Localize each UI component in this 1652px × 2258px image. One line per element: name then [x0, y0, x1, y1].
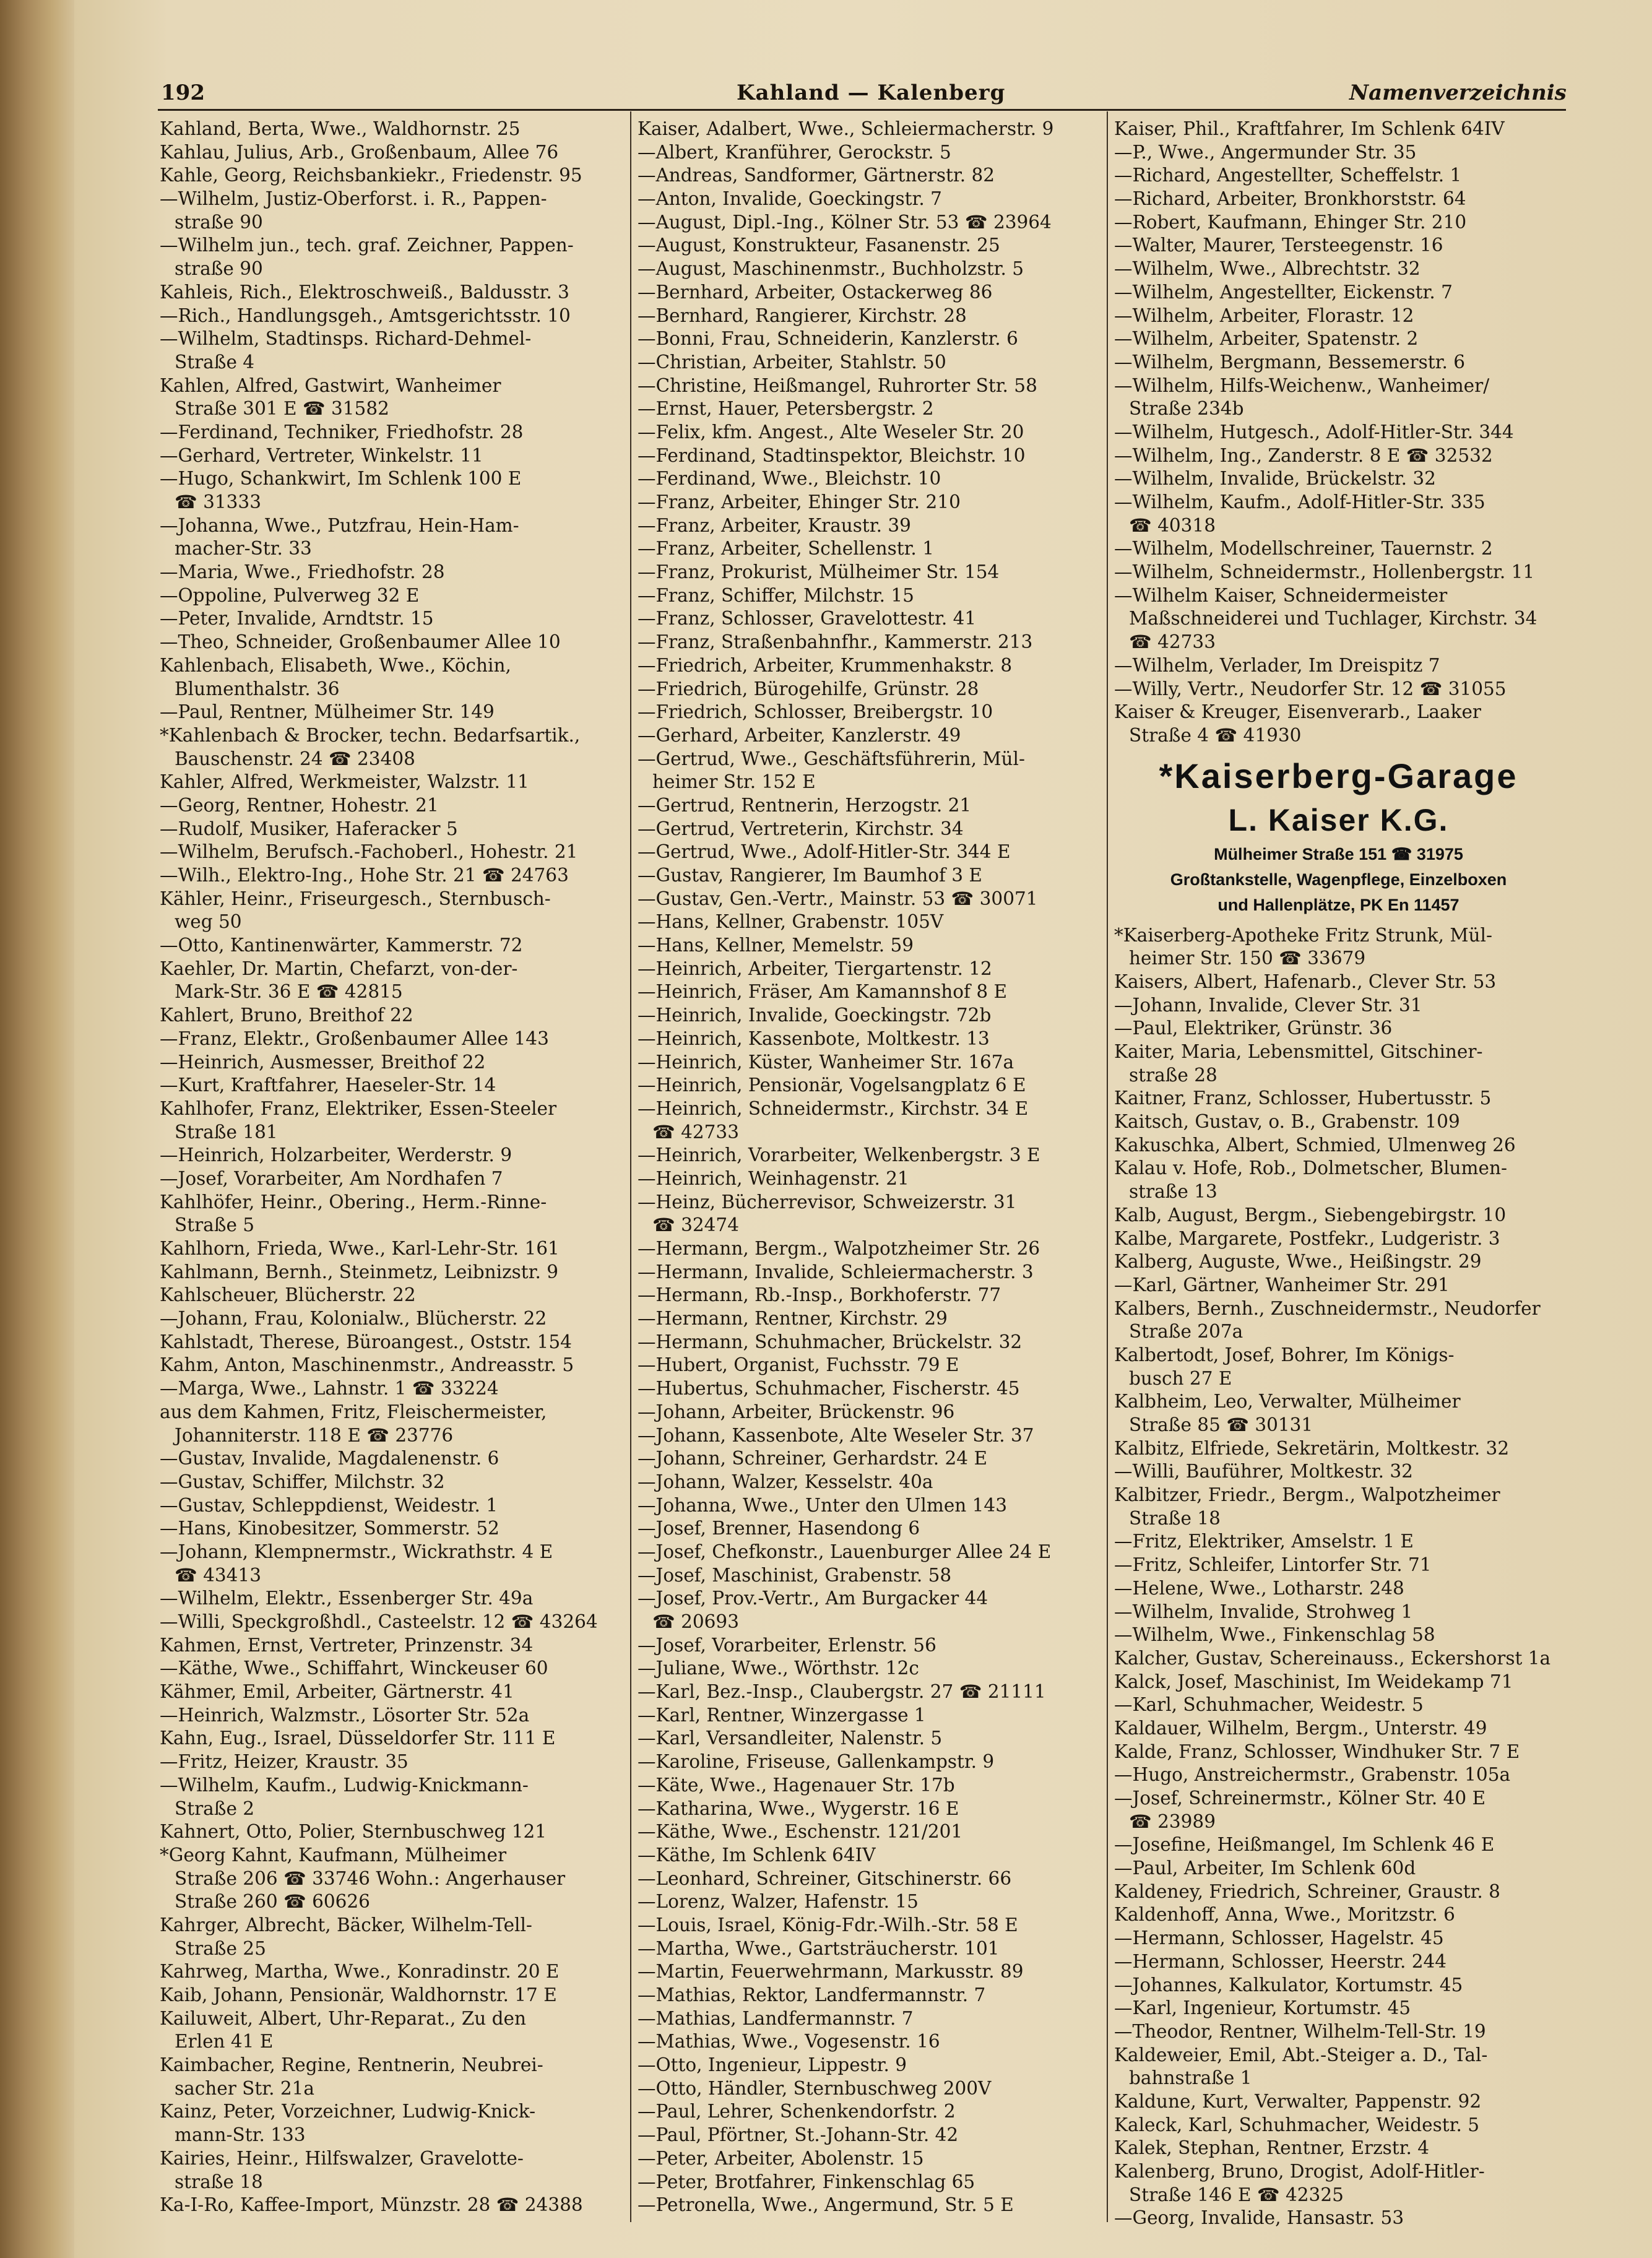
- directory-entry-line: Kalbe, Margarete, Postfekr., Ludgeristr. 3: [1114, 1227, 1500, 1249]
- directory-entry-line: —Hermann, Schuhmacher, Brückelstr. 32: [638, 1331, 1023, 1352]
- directory-entry-line: —Willi, Speckgroßhdl., Casteelstr. 12 ☎ 43264: [160, 1611, 598, 1632]
- directory-entry-line: Straße 234b: [1129, 398, 1244, 420]
- directory-entry-line: Kaitsch, Gustav, o. B., Grabenstr. 109: [1114, 1111, 1460, 1133]
- directory-entry-line: —Rudolf, Musiker, Haferacker 5: [160, 818, 458, 839]
- directory-entry-line: —Josef, Brenner, Hasendong 6: [638, 1518, 920, 1539]
- directory-entry-line: —Wilhelm, Stadtinsps. Richard-Dehmel-: [160, 328, 532, 350]
- directory-entry-line: *Kaiserberg-Apotheke Fritz Strunk, Mül-: [1114, 924, 1492, 946]
- directory-entry-line: Straße 2: [175, 1797, 255, 1819]
- directory-entry-line: Erlen 41 E: [175, 2031, 274, 2053]
- directory-entry-line: —Gerhard, Vertreter, Winkelstr. 11: [160, 444, 483, 466]
- directory-entry-line: Straße 206 ☎ 33746 Wohn.: Angerhauser: [175, 1867, 566, 1889]
- directory-entry-line: —Karl, Versandleiter, Nalenstr. 5: [638, 1728, 943, 1749]
- directory-entry-line: —Franz, Elektr., Großenbaumer Allee 143: [160, 1027, 549, 1049]
- directory-entry-line: —Josef, Chefkonstr., Lauenburger Allee 24 E: [638, 1541, 1052, 1562]
- directory-entry-line: —Johanna, Wwe., Putzfrau, Hein-Ham-: [160, 514, 519, 536]
- directory-entry-line: —Hermann, Bergm., Walpotzheimer Str. 26: [638, 1238, 1040, 1259]
- directory-entry-line: —Johanna, Wwe., Unter den Ulmen 143: [638, 1494, 1007, 1516]
- directory-entry-line: —Hermann, Invalide, Schleiermacherstr. 3: [638, 1261, 1034, 1283]
- directory-entry-line: sacher Str. 21a: [175, 2077, 314, 2099]
- directory-entry-line: —Wilhelm, Schneidermstr., Hollenbergstr. 11: [1114, 561, 1535, 583]
- directory-entry-line: heimer Str. 150 ☎ 33679: [1129, 948, 1366, 969]
- directory-entry-line: —Ferdinand, Techniker, Friedhofstr. 28: [160, 421, 524, 443]
- directory-entry-line: —Wilhelm, Hutgesch., Adolf-Hitler-Str. 344: [1114, 421, 1514, 443]
- directory-entry-line: —Friedrich, Bürogehilfe, Grünstr. 28: [638, 678, 979, 699]
- directory-entry-line: Kahlenbach, Elisabeth, Wwe., Köchin,: [160, 654, 511, 676]
- directory-entry-line: Straße 18: [1129, 1507, 1221, 1529]
- directory-entry-line: —Wilhelm, Wwe., Albrechtstr. 32: [1114, 258, 1421, 280]
- directory-entry-line: —Gerhard, Arbeiter, Kanzlerstr. 49: [638, 724, 961, 746]
- directory-entry-line: —Fritz, Schleifer, Lintorfer Str. 71: [1114, 1554, 1432, 1576]
- directory-entry-line: Kalb, August, Bergm., Siebengebirgstr. 10: [1114, 1204, 1507, 1226]
- directory-entry-line: —Oppoline, Pulverweg 32 E: [160, 584, 420, 606]
- directory-entry-line: —Willi, Bauführer, Moltkestr. 32: [1114, 1461, 1413, 1482]
- column-3-bottom-entries: [1114, 924, 1563, 2231]
- column-divider: [630, 111, 631, 2222]
- directory-entry-line: Kahlscheuer, Blücherstr. 22: [160, 1284, 416, 1306]
- directory-entry-line: Mark-Str. 36 E ☎ 42815: [175, 981, 403, 1003]
- directory-entry-line: —Katharina, Wwe., Wygerstr. 16 E: [638, 1797, 959, 1819]
- directory-entry-line: —Heinrich, Weinhagenstr. 21: [638, 1167, 909, 1189]
- directory-entry-line: —Juliane, Wwe., Wörthstr. 12c: [638, 1658, 919, 1679]
- directory-entry-line: Johanniterstr. 118 E ☎ 23776: [175, 1424, 454, 1446]
- directory-entry-line: Kahlert, Bruno, Breithof 22: [160, 1005, 413, 1026]
- directory-entry-line: —Heinrich, Ausmesser, Breithof 22: [160, 1051, 486, 1073]
- directory-entry-line: —Leonhard, Schreiner, Gitschinerstr. 66: [638, 1867, 1012, 1889]
- directory-entry-line: Kaldauer, Wilhelm, Bergm., Unterstr. 49: [1114, 1717, 1487, 1739]
- directory-entry-line: —Louis, Israel, König-Fdr.-Wilh.-Str. 58 E: [638, 1914, 1018, 1936]
- directory-entry-line: —Josef, Schreinermstr., Kölner Str. 40 E: [1114, 1788, 1486, 1809]
- directory-entry-line: Kaldenhoff, Anna, Wwe., Moritzstr. 6: [1114, 1904, 1455, 1926]
- directory-entry-line: —Otto, Kantinenwärter, Kammerstr. 72: [160, 935, 523, 956]
- directory-entry-line: —Mathias, Landfermannstr. 7: [638, 2007, 914, 2029]
- directory-entry-line: Kahlhorn, Frieda, Wwe., Karl-Lehr-Str. 161: [160, 1238, 560, 1259]
- directory-entry-line: Maßschneiderei und Tuchlager, Kirchstr. 34: [1129, 608, 1537, 629]
- directory-entry-line: —Hermann, Schlosser, Heerstr. 244: [1114, 1950, 1447, 1972]
- directory-entry-line: —Johannes, Kalkulator, Kortumstr. 45: [1114, 1974, 1463, 1996]
- directory-entry-line: Kahleis, Rich., Elektroschweiß., Baldusstr. 3: [160, 281, 569, 303]
- directory-entry-line: —Ernst, Hauer, Petersbergstr. 2: [638, 398, 934, 420]
- directory-entry-line: —Mathias, Wwe., Vogesenstr. 16: [638, 2031, 940, 2053]
- directory-entry-line: Kahlstadt, Therese, Büroangest., Oststr. 154: [160, 1331, 572, 1352]
- directory-entry-line: Kalck, Josef, Maschinist, Im Weidekamp 71: [1114, 1671, 1513, 1692]
- directory-entry-line: Kalcher, Gustav, Schereinauss., Eckershorst 1a: [1114, 1647, 1551, 1669]
- directory-entry-line: ☎ 40318: [1129, 514, 1216, 536]
- directory-entry-line: —Heinrich, Pensionär, Vogelsangplatz 6 E: [638, 1075, 1026, 1096]
- directory-entry-line: —Josef, Vorarbeiter, Am Nordhafen 7: [160, 1167, 503, 1189]
- directory-entry-line: —Peter, Arbeiter, Abolenstr. 15: [638, 2147, 924, 2169]
- directory-entry-line: bahnstraße 1: [1129, 2067, 1252, 2089]
- directory-entry-line: Kalau v. Hofe, Rob., Dolmetscher, Blumen-: [1114, 1157, 1507, 1179]
- directory-entry-line: —Wilhelm jun., tech. graf. Zeichner, Pappen-: [160, 235, 574, 256]
- directory-entry-line: —Wilh., Elektro-Ing., Hohe Str. 21 ☎ 24763: [160, 865, 569, 886]
- directory-entry-line: *Kahlenbach & Brocker, techn. Bedarfsartik.,: [160, 724, 581, 746]
- directory-entry-line: —Josef, Maschinist, Grabenstr. 58: [638, 1564, 952, 1586]
- directory-entry-line: —Gustav, Rangierer, Im Baumhof 3 E: [638, 865, 982, 886]
- directory-entry-line: —Wilhelm, Verlader, Im Dreispitz 7: [1114, 654, 1440, 676]
- directory-entry-line: —Paul, Pförtner, St.-Johann-Str. 42: [638, 2124, 959, 2146]
- directory-entry-line: Kahlmann, Bernh., Steinmetz, Leibnizstr. 9: [160, 1261, 559, 1283]
- directory-entry-line: —Martin, Feuerwehrmann, Markusstr. 89: [638, 1961, 1024, 1983]
- directory-entry-line: —Hubertus, Schuhmacher, Fischerstr. 45: [638, 1378, 1020, 1399]
- directory-entry-line: Kaisers, Albert, Hafenarb., Clever Str. 53: [1114, 971, 1497, 992]
- directory-entry-line: Kahn, Eug., Israel, Düsseldorfer Str. 111 E: [160, 1728, 556, 1749]
- directory-entry-line: Straße 25: [175, 1937, 266, 1959]
- directory-entry-line: —Wilhelm, Justiz-Oberforst. i. R., Pappen-: [160, 188, 547, 210]
- directory-entry-line: Kainz, Peter, Vorzeichner, Ludwig-Knick-: [160, 2101, 536, 2122]
- directory-entry-line: straße 13: [1129, 1181, 1217, 1203]
- directory-entry-line: —Wilhelm, Kaufm., Adolf-Hitler-Str. 335: [1114, 491, 1486, 513]
- directory-entry-line: —Ferdinand, Wwe., Bleichstr. 10: [638, 468, 941, 490]
- directory-entry-line: straße 90: [175, 211, 263, 233]
- directory-entry-line: —Lorenz, Walzer, Hafenstr. 15: [638, 1891, 919, 1913]
- directory-entry-line: —Johann, Frau, Kolonialw., Blücherstr. 22: [160, 1308, 547, 1330]
- directory-entry-line: —Karl, Schuhmacher, Weidestr. 5: [1114, 1694, 1424, 1716]
- directory-entry-line: —Heinrich, Fräser, Am Kamannshof 8 E: [638, 981, 1008, 1003]
- directory-entry-line: —Josefine, Heißmangel, Im Schlenk 46 E: [1114, 1834, 1495, 1856]
- directory-entry-line: —Johann, Kassenbote, Alte Weseler Str. 37: [638, 1424, 1034, 1446]
- directory-entry-line: —Johann, Walzer, Kesselstr. 40a: [638, 1471, 933, 1492]
- directory-entry-line: Kahnert, Otto, Polier, Sternbuschweg 121: [160, 1821, 547, 1843]
- section-title: Namenverzeichnis: [1349, 80, 1567, 105]
- directory-entry-line: —Franz, Schiffer, Milchstr. 15: [638, 584, 914, 606]
- directory-entry-line: —Wilhelm, Arbeiter, Florastr. 12: [1114, 305, 1414, 326]
- directory-entry-line: ☎ 23989: [1129, 1810, 1216, 1832]
- header-rule: [158, 109, 1566, 111]
- directory-entry-line: Kalbitzer, Friedr., Bergm., Walpotzheimer: [1114, 1484, 1500, 1506]
- column-3: [1114, 118, 1563, 2230]
- directory-entry-line: Kähmer, Emil, Arbeiter, Gärtnerstr. 41: [160, 1681, 514, 1703]
- ad-title: *Kaiserberg-Garage: [1159, 756, 1518, 795]
- directory-entry-line: Kaimbacher, Regine, Rentnerin, Neubrei-: [160, 2054, 543, 2076]
- directory-entry-line: —Wilhelm, Elektr., Essenberger Str. 49a: [160, 1588, 534, 1609]
- directory-entry-line: —Johann, Invalide, Clever Str. 31: [1114, 994, 1422, 1016]
- directory-entry-line: —Otto, Händler, Sternbuschweg 200V: [638, 2077, 992, 2099]
- directory-entry-line: Kaldeney, Friedrich, Schreiner, Graustr. 8: [1114, 1880, 1500, 1902]
- directory-entry-line: —Gertrud, Wwe., Geschäftsführerin, Mül-: [638, 748, 1025, 769]
- directory-entry-line: Straße 207a: [1129, 1321, 1243, 1343]
- directory-entry-line: —Hermann, Schlosser, Hagelstr. 45: [1114, 1927, 1444, 1949]
- directory-entry-line: —August, Konstrukteur, Fasanenstr. 25: [638, 235, 1000, 256]
- directory-entry-line: —Christian, Arbeiter, Stahlstr. 50: [638, 351, 946, 373]
- directory-entry-line: Kaiser & Kreuger, Eisenverarb., Laaker: [1114, 701, 1482, 723]
- directory-entry-line: —Wilhelm, Invalide, Brückelstr. 32: [1114, 468, 1436, 490]
- directory-entry-line: —Richard, Angestellter, Scheffelstr. 1: [1114, 165, 1462, 186]
- directory-entry-line: Kahlhofer, Franz, Elektriker, Essen-Steeler: [160, 1097, 557, 1119]
- directory-entry-line: —Andreas, Sandformer, Gärtnerstr. 82: [638, 165, 995, 186]
- directory-entry-line: Kaitner, Franz, Schlosser, Hubertusstr. 5: [1114, 1088, 1492, 1109]
- directory-entry-line: —P., Wwe., Angermunder Str. 35: [1114, 141, 1417, 163]
- directory-entry-line: Kalbers, Bernh., Zuschneidermstr., Neudorfer: [1114, 1297, 1541, 1319]
- directory-entry-line: —Walter, Maurer, Tersteegenstr. 16: [1114, 235, 1443, 256]
- advertisement-box: [1114, 754, 1563, 918]
- directory-entry-line: macher-Str. 33: [175, 538, 312, 560]
- directory-entry-line: ☎ 42733: [652, 1121, 739, 1143]
- directory-entry-line: —Georg, Rentner, Hohestr. 21: [160, 794, 439, 816]
- directory-entry-line: —August, Dipl.-Ing., Kölner Str. 53 ☎ 23964: [638, 211, 1052, 233]
- directory-entry-line: straße 90: [175, 258, 263, 280]
- directory-entry-line: busch 27 E: [1129, 1367, 1232, 1389]
- column-1: [160, 118, 630, 2217]
- column-2: [638, 118, 1108, 2217]
- directory-entry-line: Kahrger, Albrecht, Bäcker, Wilhelm-Tell-: [160, 1914, 532, 1936]
- ad-address: Mülheimer Straße 151 ☎ 31975: [1214, 844, 1463, 863]
- directory-entry-line: Straße 260 ☎ 60626: [175, 1891, 370, 1913]
- directory-entry-line: —Heinrich, Invalide, Goeckingstr. 72b: [638, 1005, 992, 1026]
- directory-entry-line: ☎ 42733: [1129, 631, 1216, 653]
- directory-entry-line: Kalbertodt, Josef, Bohrer, Im Königs-: [1114, 1344, 1455, 1365]
- directory-entry-line: ☎ 32474: [652, 1214, 739, 1236]
- directory-entry-line: —August, Maschinenmstr., Buchholzstr. 5: [638, 258, 1024, 280]
- directory-entry-line: Kairies, Heinr., Hilfswalzer, Gravelotte-: [160, 2147, 524, 2169]
- directory-entry-line: —Wilhelm, Hilfs-Weichenw., Wanheimer/: [1114, 374, 1490, 396]
- directory-entry-line: —Marga, Wwe., Lahnstr. 1 ☎ 33224: [160, 1378, 499, 1399]
- directory-entry-line: —Heinrich, Vorarbeiter, Welkenbergstr. 3 E: [638, 1144, 1040, 1166]
- directory-entry-line: —Paul, Rentner, Mülheimer Str. 149: [160, 701, 495, 723]
- directory-entry-line: Kaleck, Karl, Schuhmacher, Weidestr. 5: [1114, 2114, 1479, 2135]
- directory-entry-line: —Hans, Kellner, Grabenstr. 105V: [638, 911, 944, 933]
- directory-entry-line: —Wilhelm, Invalide, Strohweg 1: [1114, 1601, 1413, 1622]
- column-3-top-entries: [1114, 118, 1563, 748]
- directory-entry-line: Kahmen, Ernst, Vertreter, Prinzenstr. 34: [160, 1634, 534, 1656]
- directory-entry-line: —Bernhard, Rangierer, Kirchstr. 28: [638, 305, 967, 326]
- directory-entry-line: Kahland, Berta, Wwe., Waldhornstr. 25: [160, 118, 521, 139]
- directory-entry-line: —Felix, kfm. Angest., Alte Weseler Str. 20: [638, 421, 1024, 443]
- directory-entry-line: —Karl, Bez.-Insp., Claubergstr. 27 ☎ 21111: [638, 1681, 1046, 1703]
- directory-entry-line: —Bonni, Frau, Schneiderin, Kanzlerstr. 6: [638, 328, 1018, 350]
- directory-entry-line: —Hugo, Schankwirt, Im Schlenk 100 E: [160, 468, 522, 490]
- directory-entry-line: —Hans, Kinobesitzer, Sommerstr. 52: [160, 1518, 499, 1539]
- directory-entry-line: —Franz, Schlosser, Gravelottestr. 41: [638, 608, 977, 629]
- directory-entry-line: ☎ 31333: [175, 491, 261, 513]
- directory-entry-line: —Hermann, Rentner, Kirchstr. 29: [638, 1308, 948, 1330]
- directory-entry-line: —Theodor, Rentner, Wilhelm-Tell-Str. 19: [1114, 2020, 1486, 2042]
- directory-entry-line: —Wilhelm, Modellschreiner, Tauernstr. 2: [1114, 538, 1493, 560]
- directory-entry-line: Kakuschka, Albert, Schmied, Ulmenweg 26: [1114, 1134, 1516, 1156]
- directory-entry-line: —Gustav, Invalide, Magdalenenstr. 6: [160, 1448, 499, 1469]
- directory-entry-line: —Friedrich, Arbeiter, Krummenhakstr. 8: [638, 654, 1013, 676]
- directory-entry-line: —Wilhelm, Arbeiter, Spatenstr. 2: [1114, 328, 1419, 350]
- directory-entry-line: —Käthe, Wwe., Schiffahrt, Winckeuser 60: [160, 1658, 548, 1679]
- directory-entry-line: straße 18: [175, 2171, 263, 2192]
- directory-entry-line: Straße 85 ☎ 30131: [1129, 1414, 1313, 1435]
- directory-entry-line: Blumenthalstr. 36: [175, 678, 340, 699]
- directory-entry-line: —Heinrich, Walzmstr., Lösorter Str. 52a: [160, 1704, 530, 1726]
- directory-entry-line: —Gustav, Schiffer, Milchstr. 32: [160, 1471, 445, 1492]
- directory-entry-line: Kahrweg, Martha, Wwe., Konradinstr. 20 E: [160, 1961, 560, 1983]
- directory-entry-line: Straße 301 E ☎ 31582: [175, 398, 389, 420]
- directory-entry-line: Kahm, Anton, Maschinenmstr., Andreasstr. 5: [160, 1354, 574, 1376]
- directory-entry-line: —Rich., Handlungsgeh., Amtsgerichtsstr. 10: [160, 305, 571, 326]
- directory-entry-line: —Fritz, Elektriker, Amselstr. 1 E: [1114, 1531, 1414, 1552]
- directory-entry-line: mann-Str. 133: [175, 2124, 306, 2146]
- directory-entry-line: Kaehler, Dr. Martin, Chefarzt, von-der-: [160, 958, 518, 979]
- directory-entry-line: —Theo, Schneider, Großenbaumer Allee 10: [160, 631, 561, 653]
- book-spine-shadow: [0, 0, 74, 2258]
- directory-entry-line: —Kurt, Kraftfahrer, Haeseler-Str. 14: [160, 1075, 496, 1096]
- directory-entry-line: —Johann, Arbeiter, Brückenstr. 96: [638, 1401, 955, 1422]
- directory-entry-line: Straße 5: [175, 1214, 255, 1236]
- ad-company: L. Kaiser K.G.: [1228, 802, 1449, 837]
- directory-entry-line: —Wilhelm, Bergmann, Bessemerstr. 6: [1114, 351, 1466, 373]
- directory-entry-line: —Heinrich, Holzarbeiter, Werderstr. 9: [160, 1144, 512, 1166]
- directory-entry-line: —Heinz, Bücherrevisor, Schweizerstr. 31: [638, 1191, 1017, 1213]
- ad-services-line-2: und Hallenplätze, PK En 11457: [1217, 895, 1460, 914]
- directory-entry-line: —Franz, Arbeiter, Kraustr. 39: [638, 514, 911, 536]
- directory-entry-line: —Josef, Vorarbeiter, Erlenstr. 56: [638, 1634, 936, 1656]
- directory-entry-line: Kaldune, Kurt, Verwalter, Pappenstr. 92: [1114, 2090, 1482, 2112]
- directory-entry-line: ☎ 20693: [652, 1611, 739, 1632]
- directory-entry-line: —Paul, Elektriker, Grünstr. 36: [1114, 1018, 1393, 1039]
- directory-entry-line: weg 50: [175, 911, 242, 933]
- directory-entry-line: —Gertrud, Vertreterin, Kirchstr. 34: [638, 818, 964, 839]
- directory-entry-line: —Richard, Arbeiter, Bronkhorststr. 64: [1114, 188, 1466, 210]
- directory-entry-line: —Mathias, Rektor, Landfermannstr. 7: [638, 1984, 986, 2005]
- directory-entry-line: Kahler, Alfred, Werkmeister, Walzstr. 11: [160, 771, 529, 793]
- directory-entry-line: straße 28: [1129, 1064, 1217, 1086]
- directory-entry-line: —Anton, Invalide, Goeckingstr. 7: [638, 188, 942, 210]
- directory-entry-line: —Heinrich, Küster, Wanheimer Str. 167a: [638, 1051, 1014, 1073]
- directory-entry-line: —Gertrud, Wwe., Adolf-Hitler-Str. 344 E: [638, 841, 1011, 863]
- directory-entry-line: —Hubert, Organist, Fuchsstr. 79 E: [638, 1354, 959, 1376]
- directory-entry-line: Kahlau, Julius, Arb., Großenbaum, Allee 76: [160, 141, 559, 163]
- directory-entry-line: —Karl, Rentner, Winzergasse 1: [638, 1704, 926, 1726]
- directory-entry-line: —Willy, Vertr., Neudorfer Str. 12 ☎ 31055: [1114, 678, 1507, 699]
- directory-entry-line: —Heinrich, Arbeiter, Tiergartenstr. 12: [638, 958, 992, 979]
- directory-entry-line: Kahle, Georg, Reichsbankiekr., Friedenstr. 95: [160, 165, 582, 186]
- directory-entry-line: —Wilhelm, Ing., Zanderstr. 8 E ☎ 32532: [1114, 444, 1493, 466]
- directory-entry-line: —Otto, Ingenieur, Lippestr. 9: [638, 2054, 907, 2076]
- directory-entry-line: —Johann, Schreiner, Gerhardstr. 24 E: [638, 1448, 987, 1469]
- directory-entry-line: —Paul, Arbeiter, Im Schlenk 60d: [1114, 1858, 1416, 1879]
- directory-entry-line: Kalek, Stephan, Rentner, Erzstr. 4: [1114, 2137, 1430, 2159]
- directory-entry-line: —Friedrich, Schlosser, Breibergstr. 10: [638, 701, 993, 723]
- ad-services-line-1: Großtankstelle, Wagenpflege, Einzelboxen: [1170, 870, 1507, 889]
- directory-entry-line: —Käte, Wwe., Hagenauer Str. 17b: [638, 1774, 955, 1796]
- directory-entry-line: ☎ 43413: [175, 1564, 261, 1586]
- directory-entry-line: Bauschenstr. 24 ☎ 23408: [175, 748, 415, 769]
- directory-entry-line: —Käthe, Wwe., Eschenstr. 121/201: [638, 1821, 963, 1843]
- directory-entry-line: Kalbheim, Leo, Verwalter, Mülheimer: [1114, 1391, 1461, 1412]
- directory-entry-line: —Franz, Arbeiter, Schellenstr. 1: [638, 538, 934, 560]
- directory-entry-line: —Heinrich, Schneidermstr., Kirchstr. 34 E: [638, 1097, 1029, 1119]
- directory-entry-line: —Käthe, Im Schlenk 64IV: [638, 1844, 876, 1866]
- directory-entry-line: Kailuweit, Albert, Uhr-Reparat., Zu den: [160, 2007, 527, 2029]
- directory-entry-line: Kahlen, Alfred, Gastwirt, Wanheimer: [160, 374, 501, 396]
- directory-entry-line: —Wilhelm, Angestellter, Eickenstr. 7: [1114, 281, 1453, 303]
- directory-entry-line: —Gertrud, Rentnerin, Herzogstr. 21: [638, 794, 972, 816]
- directory-entry-line: —Helene, Wwe., Lotharstr. 248: [1114, 1577, 1404, 1599]
- page-title: Kahland — Kalenberg: [737, 80, 1006, 105]
- directory-entry-line: Straße 146 E ☎ 42325: [1129, 2184, 1344, 2205]
- directory-entry-line: —Ferdinand, Stadtinspektor, Bleichstr. 10: [638, 444, 1026, 466]
- directory-entry-line: —Karl, Gärtner, Wanheimer Str. 291: [1114, 1274, 1450, 1296]
- directory-entry-line: —Georg, Invalide, Hansastr. 53: [1114, 2207, 1404, 2229]
- directory-entry-line: —Paul, Lehrer, Schenkendorfstr. 2: [638, 2101, 956, 2122]
- directory-entry-line: —Johann, Klempnermstr., Wickrathstr. 4 E: [160, 1541, 553, 1562]
- directory-entry-line: —Bernhard, Arbeiter, Ostackerweg 86: [638, 281, 993, 303]
- directory-entry-line: —Petronella, Wwe., Angermund, Str. 5 E: [638, 2194, 1014, 2216]
- directory-entry-line: —Wilhelm, Wwe., Finkenschlag 58: [1114, 1624, 1435, 1646]
- directory-entry-line: Kaiter, Maria, Lebensmittel, Gitschiner-: [1114, 1041, 1483, 1062]
- directory-entry-line: Kalenberg, Bruno, Drogist, Adolf-Hitler-: [1114, 2161, 1485, 2182]
- directory-entry-line: aus dem Kahmen, Fritz, Fleischermeister,: [160, 1401, 547, 1422]
- directory-entry-line: Kalde, Franz, Schlosser, Windhuker Str. 7 E: [1114, 1741, 1520, 1762]
- directory-entry-line: —Karl, Ingenieur, Kortumstr. 45: [1114, 1997, 1411, 2019]
- directory-entry-line: Straße 4 ☎ 41930: [1129, 724, 1302, 746]
- directory-entry-line: Kahlhöfer, Heinr., Obering., Herm.-Rinne-: [160, 1191, 547, 1213]
- directory-entry-line: —Wilhelm, Berufsch.-Fachoberl., Hohestr. 21: [160, 841, 578, 863]
- directory-entry-line: Kähler, Heinr., Friseurgesch., Sternbusch-: [160, 888, 551, 909]
- directory-entry-line: —Albert, Kranführer, Gerockstr. 5: [638, 141, 951, 163]
- directory-entry-line: —Gustav, Schleppdienst, Weidestr. 1: [160, 1494, 498, 1516]
- directory-entry-line: —Christine, Heißmangel, Ruhrorter Str. 58: [638, 374, 1037, 396]
- directory-entry-line: Kaldeweier, Emil, Abt.-Steiger a. D., Tal-: [1114, 2044, 1488, 2066]
- directory-entry-line: Kalberg, Auguste, Wwe., Heißingstr. 29: [1114, 1251, 1482, 1273]
- directory-entry-line: Kaib, Johann, Pensionär, Waldhornstr. 17 E: [160, 1984, 557, 2005]
- directory-entry-line: —Franz, Straßenbahnfhr., Kammerstr. 213: [638, 631, 1033, 653]
- directory-entry-line: Kaiser, Phil., Kraftfahrer, Im Schlenk 64IV: [1114, 118, 1505, 139]
- directory-entry-line: —Maria, Wwe., Friedhofstr. 28: [160, 561, 445, 583]
- directory-entry-line: Ka-I-Ro, Kaffee-Import, Münzstr. 28 ☎ 24388: [160, 2194, 583, 2216]
- directory-entry-line: —Hugo, Anstreichermstr., Grabenstr. 105a: [1114, 1764, 1511, 1786]
- directory-entry-line: —Gustav, Gen.-Vertr., Mainstr. 53 ☎ 30071: [638, 888, 1038, 909]
- directory-entry-line: —Karoline, Friseuse, Gallenkampstr. 9: [638, 1751, 995, 1773]
- directory-entry-line: Kalbitz, Elfriede, Sekretärin, Moltkestr. 32: [1114, 1437, 1510, 1459]
- directory-entry-line: —Franz, Arbeiter, Ehinger Str. 210: [638, 491, 961, 513]
- directory-entry-line: —Peter, Brotfahrer, Finkenschlag 65: [638, 2171, 975, 2192]
- directory-entry-line: —Hans, Kellner, Memelstr. 59: [638, 935, 914, 956]
- directory-entry-line: —Fritz, Heizer, Kraustr. 35: [160, 1751, 409, 1773]
- directory-entry-line: heimer Str. 152 E: [652, 771, 816, 793]
- directory-entry-line: —Heinrich, Kassenbote, Moltkestr. 13: [638, 1027, 990, 1049]
- page-number: 192: [161, 80, 205, 105]
- directory-entry-line: Straße 4: [175, 351, 255, 373]
- directory-entry-line: —Martha, Wwe., Gartsträucherstr. 101: [638, 1937, 1000, 1959]
- directory-entry-line: —Hermann, Rb.-Insp., Borkhoferstr. 77: [638, 1284, 1001, 1306]
- directory-entry-line: —Peter, Invalide, Arndtstr. 15: [160, 608, 434, 629]
- directory-entry-line: —Wilhelm Kaiser, Schneidermeister: [1114, 584, 1448, 606]
- directory-entry-line: —Wilhelm, Kaufm., Ludwig-Knickmann-: [160, 1774, 529, 1796]
- directory-entry-line: Straße 181: [175, 1121, 278, 1143]
- directory-entry-line: —Josef, Prov.-Vertr., Am Burgacker 44: [638, 1588, 988, 1609]
- directory-entry-line: —Franz, Prokurist, Mülheimer Str. 154: [638, 561, 1000, 583]
- directory-entry-line: —Robert, Kaufmann, Ehinger Str. 210: [1114, 211, 1467, 233]
- directory-entry-line: Kaiser, Adalbert, Wwe., Schleiermacherstr. 9: [638, 118, 1054, 139]
- directory-entry-line: *Georg Kahnt, Kaufmann, Mülheimer: [160, 1844, 507, 1866]
